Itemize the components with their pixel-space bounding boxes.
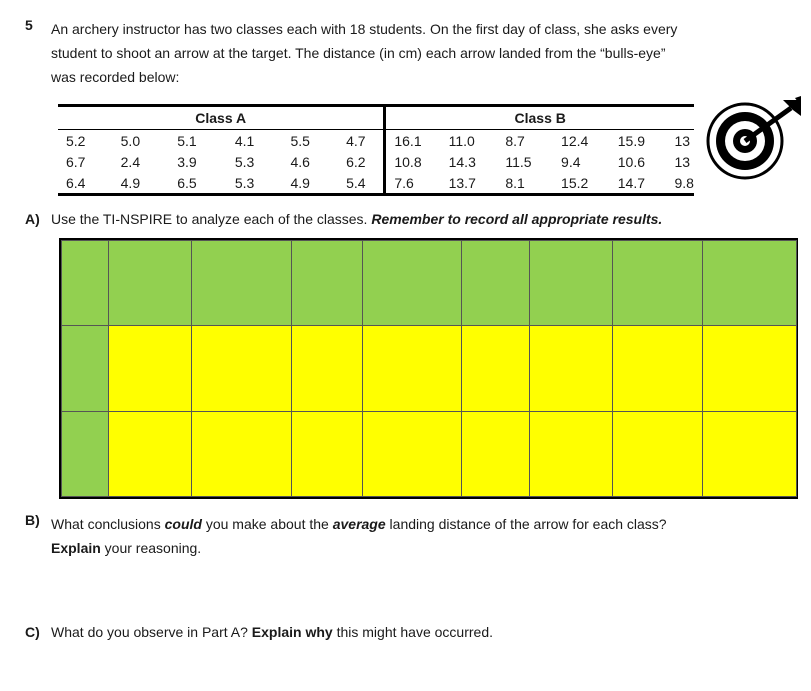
grid-answer-cell[interactable] [703,411,797,496]
part-c-emphasis: Explain why [251,624,333,640]
part-a [25,211,663,229]
table-cell: 16.1 [385,130,441,152]
part-a-label: A) [25,211,40,227]
part-c-text-1: What do you observe in Part A? [51,624,252,640]
part-b-text-1: What conclusions [51,516,165,532]
table-cell: 5.4 [338,172,385,195]
grid-row-label-cell[interactable] [62,326,109,411]
table-cell: 14.3 [448,153,476,170]
grid-header-cell[interactable] [530,241,613,326]
table-cell: 6.2 [346,153,366,170]
table-cell: 4.1 [234,132,255,149]
part-a-instruction: Use the TI-NSPIRE to analyze each of the classes. [51,211,372,227]
table-row [58,151,694,172]
table-row [58,172,694,195]
grid-header-cell[interactable] [363,241,462,326]
table-row [58,130,694,152]
grid-answer-cell[interactable] [703,326,797,411]
table-cell: 6.5 [169,172,227,195]
grid-answer-cell[interactable] [192,326,292,411]
grid-header-cell[interactable] [292,241,363,326]
question-intro [51,17,731,89]
table-cell: 4.6 [290,153,310,170]
table-cell: 6.4 [58,172,113,195]
part-b-emphasis-could: could [164,516,202,532]
grid-answer-cell[interactable] [462,326,530,411]
table-cell: 13.7 [441,172,498,195]
table-cell: 5.3 [234,153,255,170]
table-cell: 12.4 [561,132,589,149]
class-b-header: Class B [385,106,694,130]
grid-header-row [62,241,797,326]
table-cell: 6.7 [66,153,86,170]
table-cell: 5.1 [177,132,197,149]
part-b-emphasis-average: average [332,516,386,532]
question-number: 5 [25,17,33,33]
grid-header-cell[interactable] [703,241,797,326]
table-cell: 11.0 [448,132,475,149]
grid-answer-cell[interactable] [613,411,703,496]
intro-line: An archery instructor has two classes each with 18 students. On the first day of class, she asks every [51,21,678,37]
intro-line: student to shoot an arrow at the target. The distance (in cm) each arrow landed from the “bulls-eye” [51,45,666,61]
results-grid [59,238,798,499]
table-cell: 4.7 [346,132,366,149]
part-c [25,624,765,642]
part-b-emphasis-explain: Explain [51,540,101,556]
table-cell: 13 [674,132,691,149]
table-cell: 5.0 [120,132,141,149]
grid-row [62,326,797,411]
part-b-text-2: you make about the [201,516,333,532]
part-c-label: C) [25,624,40,640]
grid-answer-cell[interactable] [613,326,703,411]
table-cell: 8.1 [497,172,553,195]
grid-answer-cell[interactable] [109,411,192,496]
table-cell: 9.4 [561,153,581,170]
grid-answer-cell[interactable] [292,326,363,411]
part-b-text [51,512,751,560]
part-c-text [51,624,493,640]
part-a-text [51,211,662,227]
archery-target-icon [703,96,803,196]
grid-answer-cell[interactable] [109,326,192,411]
table-cell: 4.9 [113,172,170,195]
table-cell: 15.9 [617,132,646,149]
table-cell: 10.8 [385,151,441,172]
table-cell: 8.7 [505,132,525,149]
distance-data-table [58,104,694,196]
grid-row [62,411,797,496]
grid-answer-cell[interactable] [363,411,462,496]
part-a-emphasis: Remember to record all appropriate results. [371,211,663,227]
part-b-text-3: landing distance of the arrow for each class? [385,516,667,532]
class-a-header: Class A [58,106,385,130]
part-c-text-2: this might have occurred. [332,624,493,640]
grid-answer-cell[interactable] [292,411,363,496]
part-b-label: B) [25,512,40,528]
grid-answer-cell[interactable] [530,411,613,496]
table-cell: 9.8 [666,172,694,195]
grid-header-cell[interactable] [613,241,703,326]
grid-answer-cell[interactable] [462,411,530,496]
grid-answer-cell[interactable] [530,326,613,411]
table-cell: 13 [674,153,691,170]
table-cell: 3.9 [177,153,197,170]
table-cell: 5.3 [227,172,283,195]
grid-answer-cell[interactable] [192,411,292,496]
part-b-text-4: your reasoning. [100,540,202,556]
grid-header-cell[interactable] [192,241,292,326]
grid-answer-cell[interactable] [363,326,462,411]
intro-line: was recorded below: [51,69,180,85]
table-cell: 5.2 [66,132,86,149]
table-cell: 10.6 [617,153,646,170]
grid-row-label-cell[interactable] [62,411,109,496]
table-cell: 15.2 [553,172,610,195]
table-cell: 4.9 [282,172,338,195]
grid-header-cell[interactable] [462,241,530,326]
grid-header-cell[interactable] [62,241,109,326]
table-cell: 14.7 [610,172,667,195]
grid-header-cell[interactable] [109,241,192,326]
table-cell: 2.4 [120,153,141,170]
table-cell: 7.6 [385,172,441,195]
part-b [25,512,765,556]
table-cell: 11.5 [505,153,532,170]
table-cell: 5.5 [290,132,310,149]
